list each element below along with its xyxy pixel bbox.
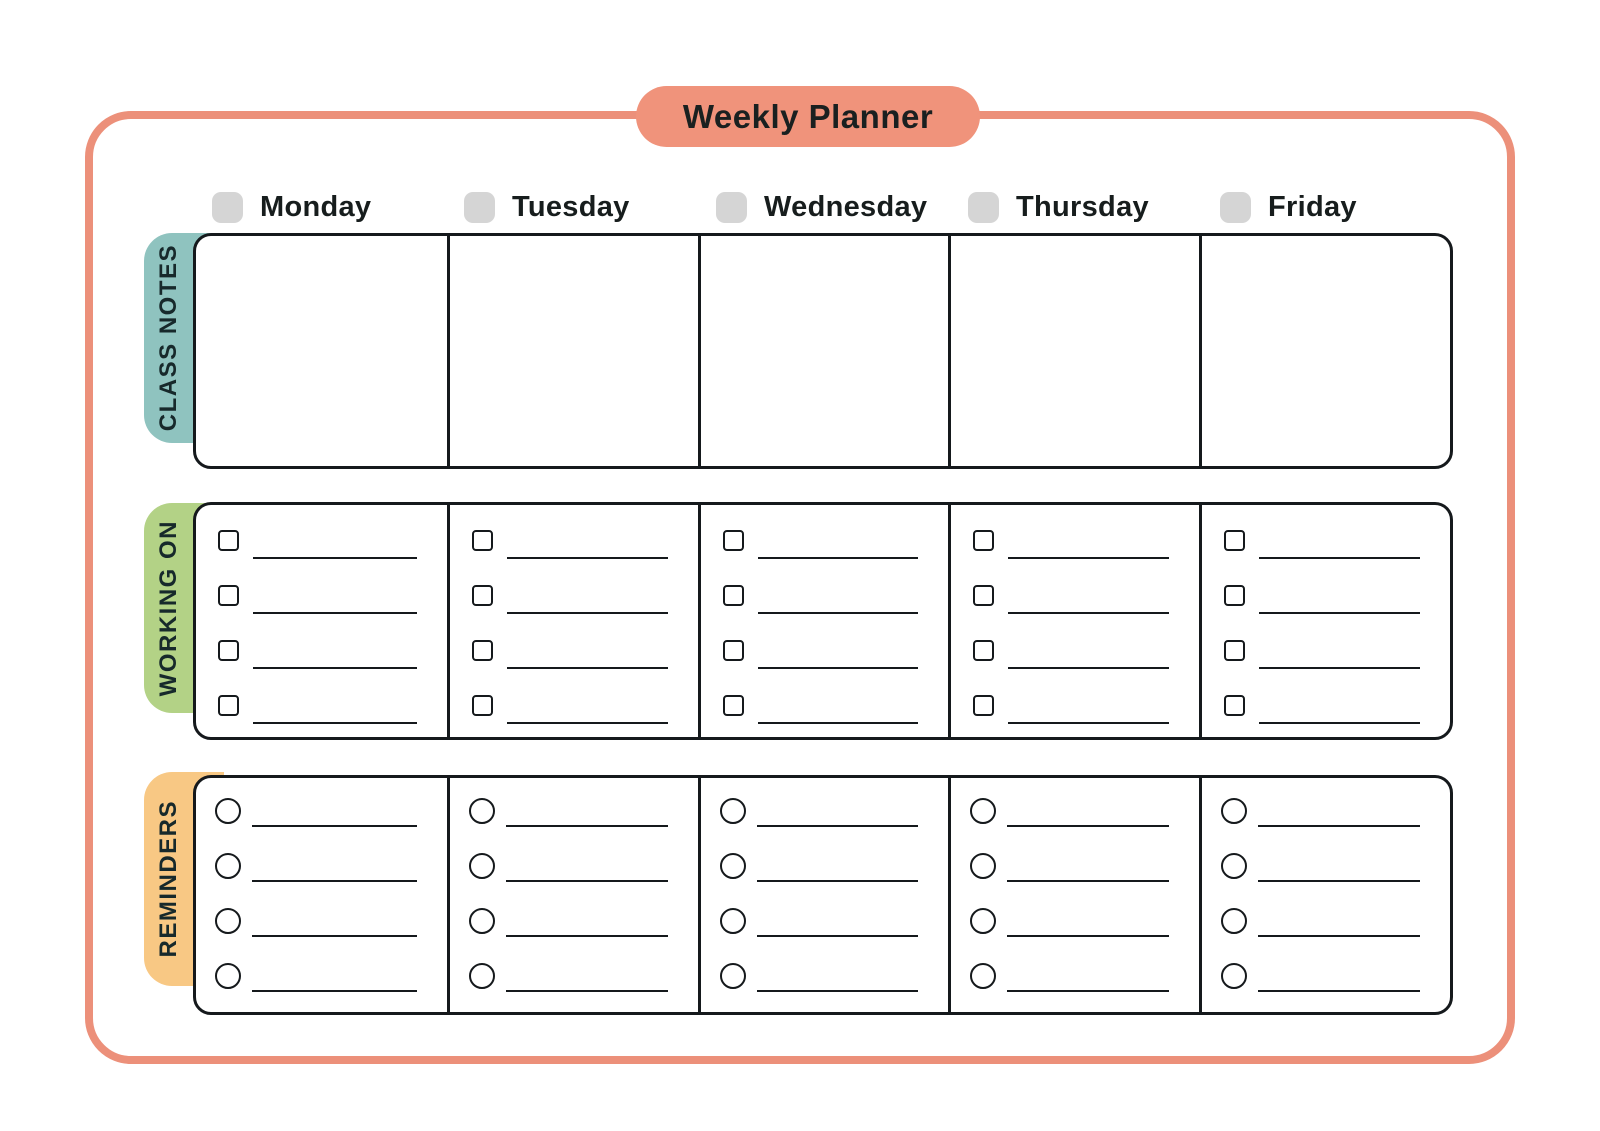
task-writing-line[interactable] <box>1008 557 1169 559</box>
class-notes-cell-wednesday[interactable] <box>698 236 949 466</box>
reminder-bullet[interactable] <box>970 798 996 824</box>
task-writing-line[interactable] <box>253 612 417 614</box>
reminder-writing-line[interactable] <box>1258 880 1420 882</box>
task-row <box>1202 513 1450 568</box>
task-row <box>701 513 949 568</box>
reminders-tab-label: REMINDERS <box>155 800 182 958</box>
day-label: Monday <box>260 190 372 223</box>
day-label: Friday <box>1268 190 1357 223</box>
day-header-monday <box>193 189 445 225</box>
task-row <box>701 623 949 678</box>
class-notes-tab-label: CLASS NOTES <box>155 244 182 432</box>
task-checkbox[interactable] <box>1224 530 1245 551</box>
reminder-row <box>450 948 698 1003</box>
task-row <box>951 678 1199 733</box>
reminder-bullet[interactable] <box>215 798 241 824</box>
task-writing-line[interactable] <box>1008 667 1169 669</box>
reminder-bullet[interactable] <box>970 853 996 879</box>
task-checkbox[interactable] <box>472 585 493 606</box>
task-checkbox[interactable] <box>723 640 744 661</box>
task-row <box>951 623 1199 678</box>
task-row <box>196 513 447 568</box>
task-row <box>701 678 949 733</box>
task-checkbox[interactable] <box>973 585 994 606</box>
reminder-row <box>701 893 949 948</box>
class-notes-cell-tuesday[interactable] <box>447 236 698 466</box>
reminders-cell-wednesday <box>698 778 949 1012</box>
reminder-writing-line[interactable] <box>1007 825 1169 827</box>
reminder-row <box>951 948 1199 1003</box>
task-checkbox[interactable] <box>472 640 493 661</box>
reminder-writing-line[interactable] <box>1007 880 1169 882</box>
reminder-writing-line[interactable] <box>1258 990 1420 992</box>
day-header-row <box>193 189 1453 225</box>
reminder-writing-line[interactable] <box>757 880 919 882</box>
task-row <box>1202 678 1450 733</box>
reminder-row <box>196 948 447 1003</box>
day-header-tuesday <box>445 189 697 225</box>
reminder-row <box>951 783 1199 838</box>
day-label: Thursday <box>1016 190 1149 223</box>
reminder-row <box>450 783 698 838</box>
task-writing-line[interactable] <box>253 667 417 669</box>
task-row <box>951 568 1199 623</box>
reminder-row <box>196 838 447 893</box>
reminders-cell-monday <box>196 778 447 1012</box>
working-on-cell-friday <box>1199 505 1450 737</box>
task-checkbox[interactable] <box>973 530 994 551</box>
reminders-cell-friday <box>1199 778 1450 1012</box>
task-checkbox[interactable] <box>723 530 744 551</box>
task-row <box>450 513 698 568</box>
day-checkbox[interactable] <box>464 192 495 223</box>
reminder-writing-line[interactable] <box>1007 935 1169 937</box>
working-on-cell-monday <box>196 505 447 737</box>
reminder-row <box>1202 838 1450 893</box>
reminder-bullet[interactable] <box>1221 798 1247 824</box>
title-pill <box>636 86 980 147</box>
reminder-bullet[interactable] <box>469 853 495 879</box>
task-row <box>701 568 949 623</box>
task-checkbox[interactable] <box>218 530 239 551</box>
task-writing-line[interactable] <box>507 557 668 559</box>
task-row <box>450 623 698 678</box>
task-writing-line[interactable] <box>507 667 668 669</box>
reminder-row <box>1202 893 1450 948</box>
reminder-bullet[interactable] <box>215 853 241 879</box>
reminder-row <box>701 948 949 1003</box>
reminder-row <box>450 838 698 893</box>
reminder-bullet[interactable] <box>970 963 996 989</box>
reminder-row <box>1202 948 1450 1003</box>
task-row <box>1202 568 1450 623</box>
day-checkbox[interactable] <box>716 192 747 223</box>
reminder-writing-line[interactable] <box>1007 990 1169 992</box>
reminders-cell-thursday <box>948 778 1199 1012</box>
reminders-cell-tuesday <box>447 778 698 1012</box>
reminder-writing-line[interactable] <box>1258 935 1420 937</box>
task-writing-line[interactable] <box>1259 612 1420 614</box>
day-label: Tuesday <box>512 190 630 223</box>
reminder-row <box>951 893 1199 948</box>
task-checkbox[interactable] <box>723 585 744 606</box>
reminder-writing-line[interactable] <box>506 880 668 882</box>
task-writing-line[interactable] <box>758 612 919 614</box>
task-writing-line[interactable] <box>1259 557 1420 559</box>
reminder-bullet[interactable] <box>1221 853 1247 879</box>
working-on-cell-thursday <box>948 505 1199 737</box>
task-checkbox[interactable] <box>973 695 994 716</box>
reminder-writing-line[interactable] <box>252 990 417 992</box>
class-notes-cell-monday[interactable] <box>196 236 447 466</box>
task-checkbox[interactable] <box>218 585 239 606</box>
day-label: Wednesday <box>764 190 928 223</box>
task-checkbox[interactable] <box>723 695 744 716</box>
task-writing-line[interactable] <box>1259 722 1420 724</box>
reminder-row <box>701 783 949 838</box>
task-writing-line[interactable] <box>253 722 417 724</box>
task-row <box>951 513 1199 568</box>
day-checkbox[interactable] <box>212 192 243 223</box>
task-row <box>196 568 447 623</box>
reminder-row <box>196 783 447 838</box>
working-on-tab-label: WORKING ON <box>155 519 182 697</box>
class-notes-cell-friday[interactable] <box>1199 236 1450 466</box>
day-checkbox[interactable] <box>968 192 999 223</box>
task-writing-line[interactable] <box>758 722 919 724</box>
reminder-bullet[interactable] <box>1221 908 1247 934</box>
task-checkbox[interactable] <box>472 530 493 551</box>
task-row <box>1202 623 1450 678</box>
task-checkbox[interactable] <box>973 640 994 661</box>
page-title: Weekly Planner <box>682 97 934 135</box>
working-on-box <box>193 502 1453 740</box>
reminder-bullet[interactable] <box>215 963 241 989</box>
reminder-writing-line[interactable] <box>757 935 919 937</box>
day-header-wednesday <box>697 189 949 225</box>
reminder-bullet[interactable] <box>720 798 746 824</box>
task-row <box>196 623 447 678</box>
reminder-writing-line[interactable] <box>757 990 919 992</box>
reminder-writing-line[interactable] <box>252 935 417 937</box>
task-writing-line[interactable] <box>507 612 668 614</box>
reminder-row <box>701 838 949 893</box>
task-writing-line[interactable] <box>758 557 919 559</box>
reminder-bullet[interactable] <box>720 908 746 934</box>
task-checkbox[interactable] <box>1224 695 1245 716</box>
task-checkbox[interactable] <box>218 695 239 716</box>
reminder-writing-line[interactable] <box>252 825 417 827</box>
task-row <box>450 678 698 733</box>
task-checkbox[interactable] <box>472 695 493 716</box>
reminder-bullet[interactable] <box>720 853 746 879</box>
reminder-bullet[interactable] <box>469 963 495 989</box>
day-header-thursday <box>949 189 1201 225</box>
reminder-bullet[interactable] <box>215 908 241 934</box>
reminder-row <box>196 893 447 948</box>
reminder-writing-line[interactable] <box>506 990 668 992</box>
reminder-writing-line[interactable] <box>506 935 668 937</box>
task-checkbox[interactable] <box>218 640 239 661</box>
reminder-writing-line[interactable] <box>1258 825 1420 827</box>
class-notes-cell-thursday[interactable] <box>948 236 1199 466</box>
task-writing-line[interactable] <box>253 557 417 559</box>
class-notes-box <box>193 233 1453 469</box>
working-on-cell-wednesday <box>698 505 949 737</box>
reminder-bullet[interactable] <box>469 908 495 934</box>
reminder-bullet[interactable] <box>970 908 996 934</box>
reminder-writing-line[interactable] <box>506 825 668 827</box>
task-checkbox[interactable] <box>1224 640 1245 661</box>
reminder-writing-line[interactable] <box>252 880 417 882</box>
task-row <box>450 568 698 623</box>
reminder-row <box>450 893 698 948</box>
reminders-box <box>193 775 1453 1015</box>
reminder-bullet[interactable] <box>469 798 495 824</box>
reminder-row <box>1202 783 1450 838</box>
task-writing-line[interactable] <box>1008 612 1169 614</box>
working-on-cell-tuesday <box>447 505 698 737</box>
task-writing-line[interactable] <box>758 667 919 669</box>
task-checkbox[interactable] <box>1224 585 1245 606</box>
day-checkbox[interactable] <box>1220 192 1251 223</box>
reminder-writing-line[interactable] <box>757 825 919 827</box>
task-row <box>196 678 447 733</box>
reminder-bullet[interactable] <box>1221 963 1247 989</box>
task-writing-line[interactable] <box>1008 722 1169 724</box>
reminder-bullet[interactable] <box>720 963 746 989</box>
day-header-friday <box>1201 189 1453 225</box>
task-writing-line[interactable] <box>1259 667 1420 669</box>
task-writing-line[interactable] <box>507 722 668 724</box>
reminder-row <box>951 838 1199 893</box>
